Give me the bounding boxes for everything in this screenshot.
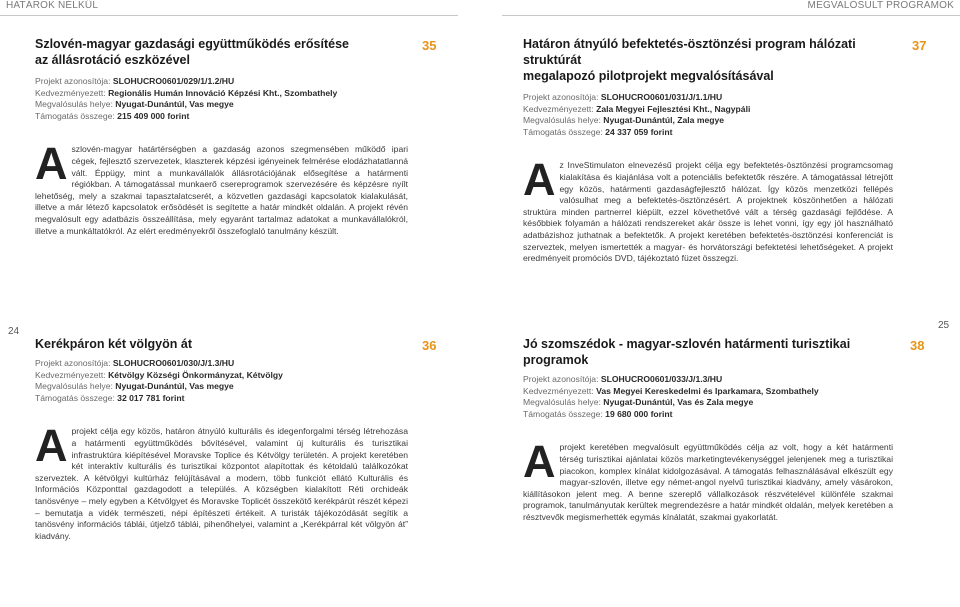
article-title-line1: Kerékpáron két völgyön át (35, 337, 192, 351)
page-number-right: 25 (938, 320, 950, 331)
article-title (35, 36, 408, 68)
article-36 (35, 336, 408, 542)
article-number-35: 35 (422, 38, 437, 53)
article-title (523, 336, 893, 368)
article-meta (523, 374, 893, 420)
meta-helye: Megvalósulás helye: Nyugat-Dunántúl, Zala megye (523, 115, 725, 126)
meta-azonosito: Projekt azonosítója: SLOHUCRO0601/030/J/1.3/HU (35, 358, 235, 368)
drop-cap: A (35, 420, 68, 472)
article-text: z InveStimulaton elnevezésű projekt célja egy befektetés-ösztönzési programcsomag kialakítása és kiajánlása volt a potenciális befektetők részére. A támogatással létrejött egy közös, határmenti gazdaságfejlesztő hálózat. Így közös menzetközi fellépés valósulhat meg a befektetés-ösztönzésért. A projektnek köszönhetően a hálózati struktúra minden partnerrel kiépült, ezzel követhetővé vált a térség gazdasági fejlődése. A későbbiek folyamán a hálózati rendszereket akár össze is lehet vonni, így egy jól használható adatbázishoz juthatnak a befektetők. A projekt keretében befektetés-ösztönzési konferenciát is szerveztek, melyen ismertették a magyar- és horvátországi befektetési lehetőségeket. A projekt eredményeit promóciós DVD, tájékoztató füzet összegzi. (523, 160, 893, 264)
meta-azonosito: Projekt azonosítója: SLOHUCRO0601/033/J/1.3/HU (523, 374, 723, 384)
article-number-38: 38 (910, 338, 925, 353)
article-number-37: 37 (912, 38, 927, 53)
article-meta (35, 358, 408, 404)
meta-kedvezmenyezett: Kedvezményezett: Kétvölgy Községi Önkormányzat, Kétvölgy (35, 369, 283, 380)
article-text: projekt keretében megvalósult együttműködés célja az volt, hogy a két határmenti térség turisztikai ajánlatai közös marketingtevékenységgel jelenjenek meg a turisztikai piacokon, komplex kínálat kidolgozásával. A támogatás felhasználásával elkészült egy magyar-szlovén, illetve egy német-angol nyelvű turisztikai kiadvány, amely vásárokon, kiállításokon jelent meg. A benne szereplő vállalkozások részvételével különféle szakmai programok, tanulmányutak kerültek megrendezésre a határ mindkét oldalán, melyek keretében a résztvevők megismerhették egymás kínálatát, szakmai gyakorlatát. (523, 442, 893, 522)
article-text: szlovén-magyar határtérségben a gazdaság azonos szegmensében működő ipari cégek, fejlesztő szervezetek, klaszterek képzési igényeinek felmérése elodázhatatlanná vált. Éppügy, mint a munkavállalók állásrotációjának elősegítése a határmenti régiókban. A támogatással munkaerő csereprogramok szervezésére és képzésre nyílt lehetőség, mely a szakmai tapasztalatcserét, a közvetlen gazdasági kapcsolatok kialakulását, illetve a már létező kapcsolatok erősödését is segítette a határ mindkét oldalán. A projekt révén megvalósult egy adatbázis összeállítása, mely egyaránt tartalmaz adatokat a munkavállalókról, illetve a munkáltatókról. Az elért eredményekről összefoglaló tanulmány készült. (35, 144, 408, 236)
article-meta (35, 76, 408, 122)
running-header-left: HATÁROK NÉLKÜL (6, 0, 99, 11)
page-number-left: 24 (8, 326, 20, 337)
meta-helye: Megvalósulás helye: Nyugat-Dunántúl, Vas megye (35, 381, 234, 392)
drop-cap: A (523, 436, 556, 488)
meta-helye: Megvalósulás helye: Nyugat-Dunántúl, Vas megye (35, 99, 234, 110)
article-body (523, 154, 893, 264)
article-title-line1: Szlovén-magyar gazdasági együttműködés erősítése (35, 37, 349, 51)
meta-osszeg: Támogatás összege: 19 680 000 forint (523, 408, 673, 419)
drop-cap: A (35, 138, 68, 190)
article-title-line2: megalapozó pilotprojekt megvalósításával (523, 69, 774, 83)
meta-azonosito: Projekt azonosítója: SLOHUCRO0601/031/J/1.1/HU (523, 92, 723, 102)
article-title-line2: az állásrotáció eszközével (35, 53, 190, 67)
meta-osszeg: Támogatás összege: 32 017 781 forint (35, 392, 185, 403)
article-38 (523, 336, 893, 524)
article-35 (35, 36, 408, 237)
article-37 (523, 36, 893, 265)
article-title-line1: Határon átnyúló befektetés-ösztönzési program hálózati struktúrát (523, 37, 856, 67)
header-rule-right (502, 15, 960, 16)
meta-kedvezmenyezett: Kedvezményezett: Vas Megyei Kereskedelmi és Iparkamara, Szombathely (523, 385, 819, 396)
article-title-line1: Jó szomszédok - magyar-szlovén határmenti turisztikai programok (523, 337, 851, 367)
meta-kedvezmenyezett: Kedvezményezett: Regionális Humán Innováció Képzési Kht., Szombathely (35, 87, 338, 98)
meta-helye: Megvalósulás helye: Nyugat-Dunántúl, Vas és Zala megye (523, 397, 754, 408)
article-text: projekt célja egy közös, határon átnyúló kulturális és idegenforgalmi térség létrehozása a határmenti együttműködés bővítésével, valamint új kulturális és turisztikai infrastruktúra kiépítésével Moravske Toplice és Kétvölgy területén. A projekt keretében két interaktív kulturális és turisztikai központot alapítottak és kétoldalú találkozókat szerveztek. A kétvölgyi kultúrház felújításával a modern, több funkciót ellátó Kulturális és Információs Központtal gazdagodott a település. A községben kialakított Réti orchideák tanösvénye – mely egyben a Kétvölgyet és Moravske Toplicét összekötő kerékpárút részét képezi – bemutatja a vidék természeti, népi építészeti értékeit. A turisták tájékozódását segítik a tanösvény információs táblái, útjelző táblái, pihenőhelyei, valamint a „Kerékpárral két völgyön át” kiadvány. (35, 426, 408, 541)
article-body (35, 138, 408, 237)
running-header-right: MEGVALÓSULT PROGRAMOK (807, 0, 954, 11)
meta-osszeg: Támogatás összege: 24 337 059 forint (523, 126, 673, 137)
article-title (35, 336, 408, 352)
meta-osszeg: Támogatás összege: 215 409 000 forint (35, 110, 190, 121)
article-meta (523, 92, 893, 138)
article-number-36: 36 (422, 338, 437, 353)
article-title (523, 36, 893, 84)
article-body (35, 420, 408, 542)
meta-azonosito: Projekt azonosítója: SLOHUCRO0601/029/1/1.2/HU (35, 76, 235, 86)
drop-cap: A (523, 154, 556, 206)
meta-kedvezmenyezett: Kedvezményezett: Zala Megyei Fejlesztési Kht., Nagypáli (523, 103, 751, 114)
article-body (523, 436, 893, 523)
header-rule-left (0, 15, 458, 16)
